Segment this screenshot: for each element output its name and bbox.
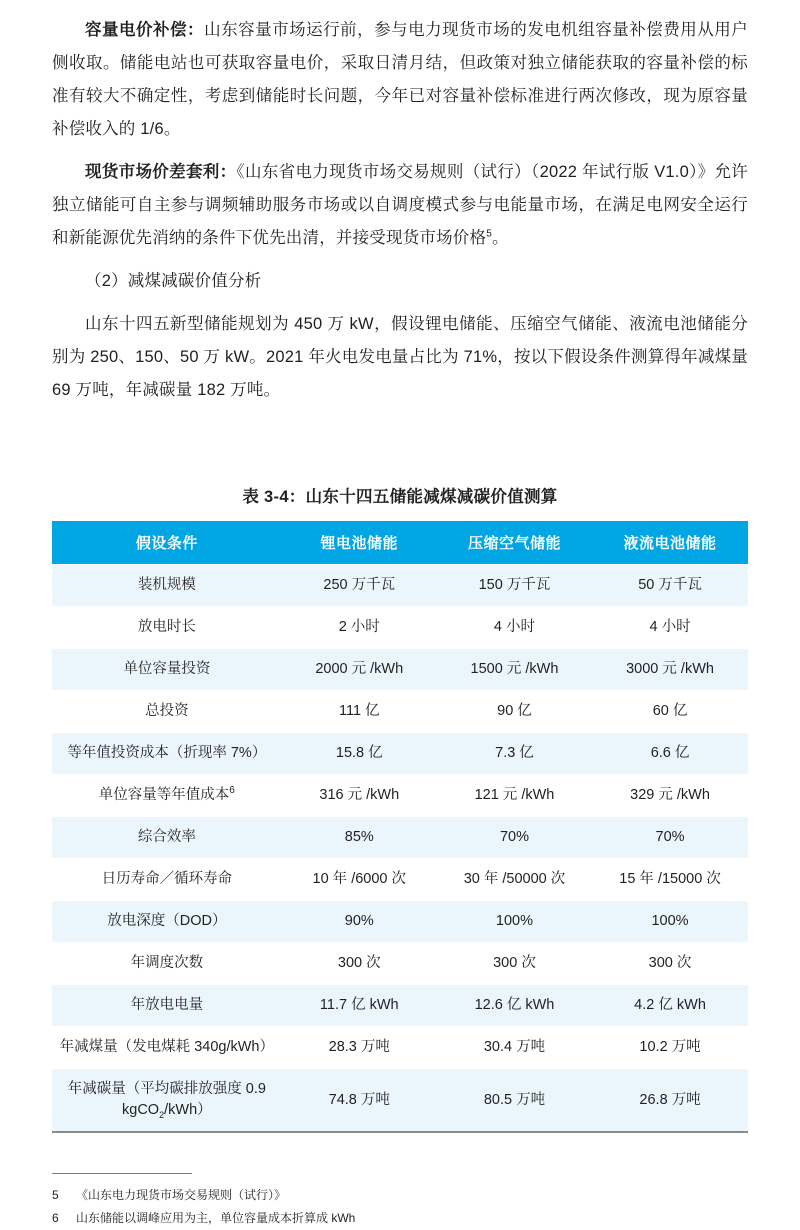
- table-cell: 4 小时: [592, 607, 748, 649]
- table-cell: 单位容量投资: [52, 649, 282, 691]
- table-cell: 10.2 万吨: [592, 1027, 748, 1069]
- table-cell: 等年值投资成本（折现率 7%）: [52, 733, 282, 775]
- table-cell: 年放电电量: [52, 985, 282, 1027]
- table-cell-carbon: 年减碳量（平均碳排放强度 0.9 kgCO$_2$/kWh）: [52, 1069, 282, 1133]
- footnote-item: [52, 1184, 748, 1207]
- paragraph-lead-label: 现货市场价差套利：: [85, 163, 237, 181]
- paragraph-capacity-price: [52, 14, 748, 146]
- table-cell: 2000 元 /kWh: [282, 649, 437, 691]
- table-row: [52, 565, 748, 607]
- table-row: [52, 775, 748, 817]
- table-cell: 30 年 /50000 次: [437, 859, 592, 901]
- table-row: [52, 733, 748, 775]
- table-cell: 30.4 万吨: [437, 1027, 592, 1069]
- table-cell: 总投资: [52, 691, 282, 733]
- table-cell: 50 万千瓦: [592, 565, 748, 607]
- table-cell-text: 单位容量等年值成本: [98, 787, 230, 804]
- table-cell: 250 万千瓦: [282, 565, 437, 607]
- table-row: [52, 817, 748, 859]
- table-header-cell-1: 锂电池储能: [282, 521, 437, 565]
- table-cell: 111 亿: [282, 691, 437, 733]
- table-cell: 7.3 亿: [437, 733, 592, 775]
- table-cell: 300 次: [437, 943, 592, 985]
- table-cell: 放电深度（DOD）: [52, 901, 282, 943]
- table-cell: 300 次: [592, 943, 748, 985]
- table-cell: 综合效率: [52, 817, 282, 859]
- table-cell: 年调度次数: [52, 943, 282, 985]
- footnote-divider: [52, 1173, 192, 1174]
- table-cell: 4 小时: [437, 607, 592, 649]
- table-row: [52, 1027, 748, 1069]
- table-cell: 80.5 万吨: [437, 1069, 592, 1133]
- table-cell: 日历寿命／循环寿命: [52, 859, 282, 901]
- table-caption: 表 3-4：山东十四五储能减煤减碳价值测算: [242, 488, 558, 506]
- table-row: [52, 607, 748, 649]
- table-cell: 70%: [437, 817, 592, 859]
- table-cell: 放电时长: [52, 607, 282, 649]
- table-cell-with-footnote: [52, 775, 282, 817]
- table-cell: 年减煤量（发电煤耗 340g/kWh）: [52, 1027, 282, 1069]
- table-row: [52, 649, 748, 691]
- table-cell: 28.3 万吨: [282, 1027, 437, 1069]
- table-cell: 150 万千瓦: [437, 565, 592, 607]
- table-cell: 6.6 亿: [592, 733, 748, 775]
- table-cell: 2 小时: [282, 607, 437, 649]
- paragraph-text: 山东十四五新型储能规划为 450 万 kW，假设锂电储能、压缩空气储能、液流电池储能分别为 250、150、50 万 kW。2021 年火电发电量占比为 71%，按以下假设条件测算得年减煤量 69 万吨，年减碳量 182 万吨。: [52, 315, 748, 399]
- table-header-cell-0: 假设条件: [52, 521, 282, 565]
- paragraph-spot-market-arbitrage: [52, 156, 748, 255]
- footnote-ref-5: 5: [486, 228, 492, 240]
- table-cell: 11.7 亿 kWh: [282, 985, 437, 1027]
- footnote-item: [52, 1207, 748, 1230]
- table-cell: 85%: [282, 817, 437, 859]
- paragraph-text: （2）减煤减碳价值分析: [85, 272, 262, 290]
- table-cell: 100%: [592, 901, 748, 943]
- table-cell: 60 亿: [592, 691, 748, 733]
- table-header-cell-3: 液流电池储能: [592, 521, 748, 565]
- table-cell: 装机规模: [52, 565, 282, 607]
- table-row: [52, 901, 748, 943]
- table-cell: 26.8 万吨: [592, 1069, 748, 1133]
- table-cell: 121 元 /kWh: [437, 775, 592, 817]
- table-row: [52, 943, 748, 985]
- table-row: [52, 691, 748, 733]
- paragraph-tail: 。: [491, 229, 509, 247]
- table-cell: 1500 元 /kWh: [437, 649, 592, 691]
- table-cell: 100%: [437, 901, 592, 943]
- table-cell: 316 元 /kWh: [282, 775, 437, 817]
- paragraph-text: 《山东省电力现货市场交易规则（试行）（2022 年试行版 V1.0）》允许独立储能可自主参与调频辅助服务市场或以自调度模式参与电能量市场，在满足电网安全运行和新能源优先消纳的条件下优先出清，并接受现货市场价格: [52, 163, 748, 247]
- table-row: [52, 1069, 748, 1133]
- table-cell: 74.8 万吨: [282, 1069, 437, 1133]
- table-cell: 12.6 亿 kWh: [437, 985, 592, 1027]
- table-header-row: [52, 521, 748, 565]
- footnotes-section: [52, 1173, 748, 1230]
- table-cell: 15.8 亿: [282, 733, 437, 775]
- paragraph-lead-label: 容量电价补偿：: [85, 21, 205, 39]
- table-header-cell-2: 压缩空气储能: [437, 521, 592, 565]
- spacer: [52, 453, 748, 483]
- paragraph-coal-carbon-analysis: [52, 308, 748, 407]
- footnote-text: 山东储能以调峰应用为主，单位容量成本折算成 kWh: [76, 1211, 356, 1226]
- table-row: [52, 985, 748, 1027]
- footnote-text: 《山东电力现货市场交易规则（试行）》: [76, 1188, 287, 1203]
- paragraph-text: 山东容量市场运行前，参与电力现货市场的发电机组容量补偿费用从用户侧收取。储能电站也可获取容量电价，采取日清月结，但政策对独立储能获取的容量补偿的标准有较大不确定性，考虑到储能时长问题，今年已对容量补偿标准进行两次修改，现为原容量补偿收入的 1/6。: [52, 21, 748, 138]
- table-cell: 90 亿: [437, 691, 592, 733]
- paragraph-section-heading: [52, 265, 748, 298]
- footnote-number: 6: [52, 1211, 59, 1226]
- table-row: [52, 859, 748, 901]
- table-cell: 3000 元 /kWh: [592, 649, 748, 691]
- spacer: [52, 411, 748, 453]
- table-cell: 329 元 /kWh: [592, 775, 748, 817]
- storage-value-table: [52, 521, 748, 1133]
- table-cell: 15 年 /15000 次: [592, 859, 748, 901]
- table-cell: 300 次: [282, 943, 437, 985]
- table-cell: 90%: [282, 901, 437, 943]
- table-cell: 4.2 亿 kWh: [592, 985, 748, 1027]
- table-cell: 10 年 /6000 次: [282, 859, 437, 901]
- footnote-ref-6: 6: [229, 785, 235, 797]
- footnote-number: 5: [52, 1188, 59, 1203]
- table-cell: 70%: [592, 817, 748, 859]
- subscript-2: 2: [159, 1110, 165, 1121]
